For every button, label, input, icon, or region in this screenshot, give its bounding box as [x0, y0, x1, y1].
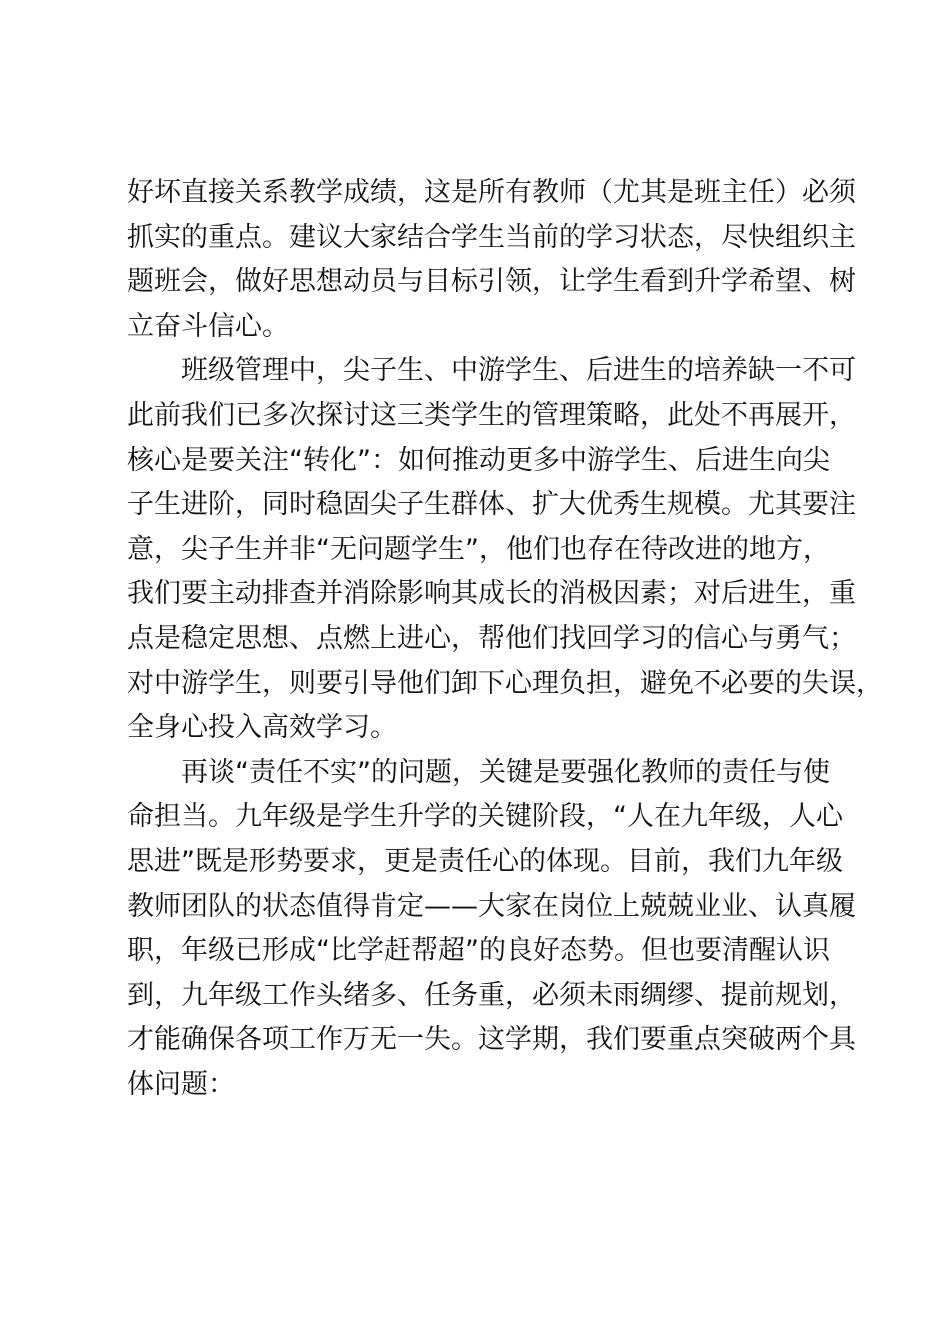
text-line: 核心是要关注“转化”：如何推动更多中游学生、后进生向尖 [127, 444, 830, 476]
body-text [127, 171, 883, 1107]
text-line: 我们要主动排查并消除影响其成长的消极因素；对后进生，重 [127, 578, 856, 610]
text-line: 全身心投入高效学习。 [127, 712, 397, 744]
text-line: 班级管理中，尖子生、中游学生、后进生的培养缺一不可 [181, 355, 856, 387]
text-line: 对中游学生，则要引导他们卸下心理负担，避免不必要的失误， [127, 667, 883, 699]
text-line: 立奋斗信心。 [127, 310, 289, 342]
text-line: 好坏直接关系教学成绩，这是所有教师（尤其是班主任）必须 [127, 177, 856, 208]
text-line: 命担当。九年级是学生升学的关键阶段，“人在九年级，人心 [127, 801, 843, 833]
text-line: 体问题： [127, 1068, 235, 1100]
text-line: 职，年级已形成“比学赶帮超”的良好态势。但也要清醒认识 [127, 935, 830, 967]
text-line: 子生进阶，同时稳固尖子生群体、扩大优秀生规模。尤其要注 [127, 489, 856, 521]
paragraph-2 [127, 349, 883, 750]
text-line: 抓实的重点。建议大家结合学生当前的学习状态，尽快组织主 [127, 221, 856, 253]
text-line: 教师团队的状态值得肯定——大家在岗位上兢兢业业、认真履 [127, 890, 856, 922]
text-line: 意，尖子生并非“无问题学生”，他们也存在待改进的地方， [127, 533, 830, 565]
paragraph-1 [127, 171, 867, 349]
paragraph-3 [127, 751, 867, 1108]
text-line: 思进”既是形势要求，更是责任心的体现。目前，我们九年级 [127, 845, 843, 877]
text-line: 题班会，做好思想动员与目标引领，让学生看到升学希望、树 [127, 266, 856, 298]
text-line: 再谈“责任不实”的问题，关键是要强化教师的责任与使 [181, 756, 830, 788]
text-line: 此前我们已多次探讨这三类学生的管理策略，此处不再展开， [127, 399, 856, 431]
text-line: 才能确保各项工作万无一失。这学期，我们要重点突破两个具 [127, 1024, 856, 1056]
text-line: 点是稳定思想、点燃上进心，帮他们找回学习的信心与勇气； [127, 622, 856, 654]
text-line: 到，九年级工作头绪多、任务重，必须未雨绸缪、提前规划， [127, 979, 856, 1011]
